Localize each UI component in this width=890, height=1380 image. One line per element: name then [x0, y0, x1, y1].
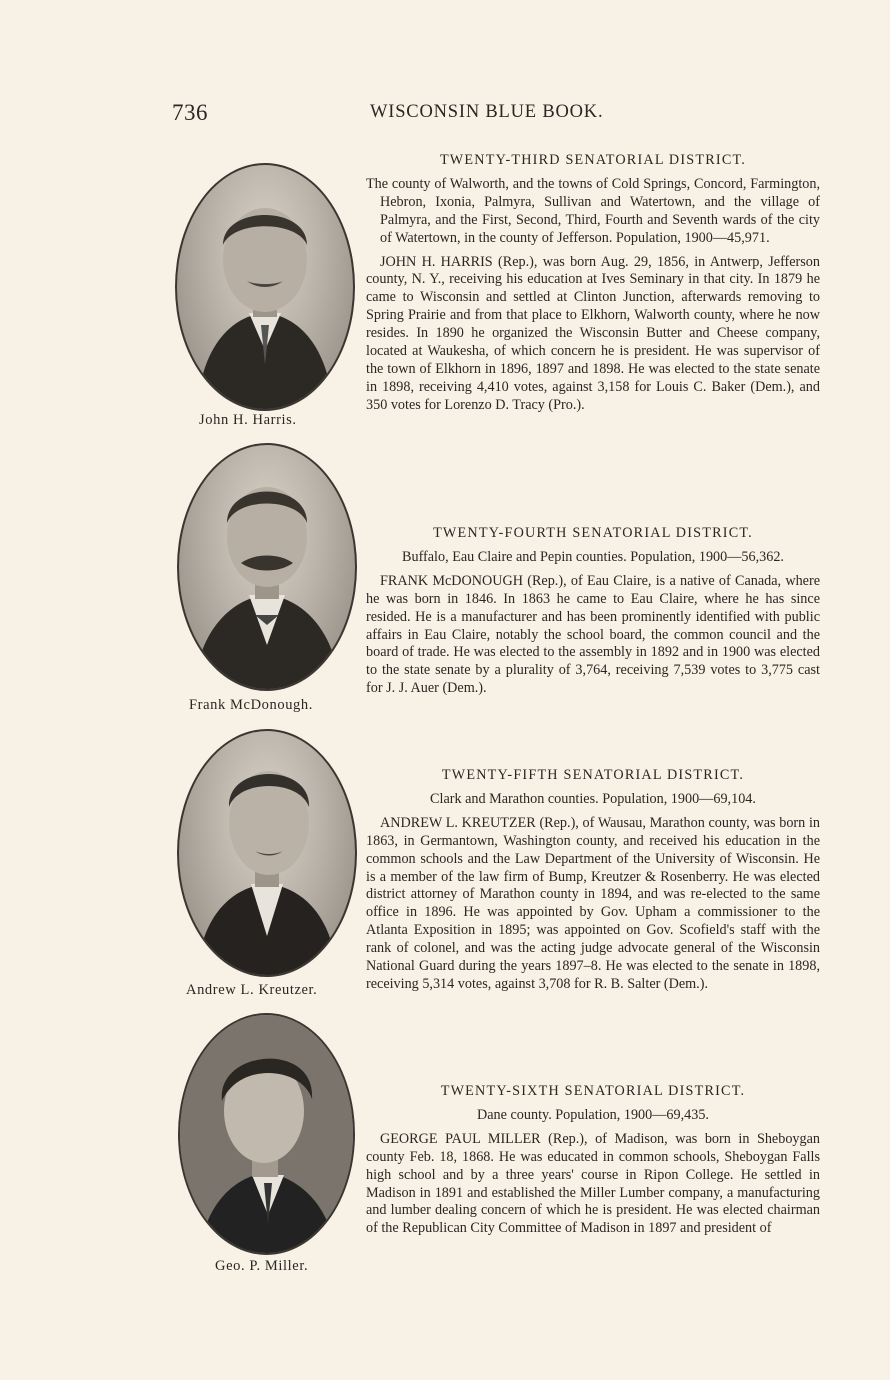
district-description: Dane county. Population, 1900—69,435.: [477, 1106, 709, 1123]
portrait-caption: Andrew L. Kreutzer.: [186, 982, 318, 998]
section-twenty-sixth: [366, 1083, 820, 1244]
portrait-photo: [180, 1015, 353, 1253]
portrait-photo: [179, 445, 355, 689]
district-description: Buffalo, Eau Claire and Pepin counties. Population, 1900—56,362.: [402, 548, 784, 565]
biography: ANDREW L. KREUTZER (Rep.), of Wausau, Marathon county, was born in 1863, in Germantown, Washington county, and received his education in the common schools and the Law Department of the University of Wisconsin. He is a member of the law firm of Bump, Kreutzer & Rosenberry. He was elected district attorney of Marathon county in 1894, and was re-elected to the same office in 1896. He was appointed by Gov. Upham a commissioner to the Atlanta Exposition in 1895; was appointed on Gov. Scofield's staff with the rank of colonel, and was the acting judge advocate general of the Wisconsin National Guard during the years 1897–8. He was elected to the senate in 1898, receiving 5,314 votes, against 3,708 for R. B. Salter (Dem.).: [366, 814, 820, 992]
section-twenty-fourth: [366, 525, 820, 704]
section-heading: TWENTY-FOURTH SENATORIAL DISTRICT.: [433, 525, 753, 541]
portrait-photo: [177, 165, 353, 409]
portrait-andrew-l-kreutzer: [177, 729, 357, 977]
running-title: WISCONSIN BLUE BOOK.: [370, 102, 604, 122]
biography: FRANK McDONOUGH (Rep.), of Eau Claire, is a native of Canada, where he was born in 1846. In 1863 he came to Eau Claire, where he has since resided. He is a manufacturer and has been prominently identified with public affairs in Eau Claire, notably the school board, the common council and the board of trade. He was elected to the assembly in 1892 and in 1900 was elected to the state senate by a plurality of 3,764, receiving 7,539 votes to 3,775 cast for J. J. Auer (Dem.).: [366, 572, 820, 697]
biography: GEORGE PAUL MILLER (Rep.), of Madison, was born in Sheboygan county Feb. 18, 1868. He was educated in common schools, Sheboygan Falls high school and by a three years' course in Ripon College. He settled in Madison in 1891 and established the Miller Lumber company, a manufacturing and lumber dealing concern of which he is president. He was elected chairman of the Republican City Committee of Madison in 1897 and president of: [366, 1130, 820, 1237]
district-description: The county of Walworth, and the towns of Cold Springs, Concord, Farmington, Hebron, Ixonia, Palmyra, Sullivan and Watertown, and the village of Palmyra, and the First, Second, Third, Fourth and Seventh wards of the city of Watertown, in the county of Jefferson. Population, 1900—45,971.: [366, 175, 820, 246]
portrait-photo: [179, 731, 355, 975]
biography: JOHN H. HARRIS (Rep.), was born Aug. 29, 1856, in Antwerp, Jefferson county, N. Y., receiving his education at Ives Seminary in that city. In 1879 he came to Wisconsin and settled at Clinton Junction, afterwards removing to Spring Prairie and from that place to Elkhorn, Walworth county, where he now resides. In 1890 he organized the Wisconsin Butter and Cheese company, located at Waukesha, of which concern he is president. He was supervisor of the town of Elkhorn in 1896, 1897 and 1898. He was elected to the state senate in 1898, receiving 4,410 votes, against 3,158 for Louis C. Baker (Dem.), and 350 votes for Lorenzo D. Tracy (Pro.).: [366, 253, 820, 413]
portrait-caption: Geo. P. Miller.: [215, 1258, 309, 1274]
portrait-caption: Frank McDonough.: [189, 697, 313, 713]
portrait-frank-mcdonough: [177, 443, 357, 691]
page-number: 736: [172, 100, 208, 125]
section-heading: TWENTY-THIRD SENATORIAL DISTRICT.: [439, 152, 747, 168]
portrait-john-h-harris: [175, 163, 355, 411]
district-description: Clark and Marathon counties. Population, 1900—69,104.: [430, 790, 756, 807]
section-twenty-fifth: [366, 767, 820, 1000]
portrait-caption: John H. Harris.: [199, 412, 297, 428]
section-twenty-third: [366, 152, 820, 421]
portrait-geo-p-miller: [178, 1013, 355, 1255]
section-heading: TWENTY-FIFTH SENATORIAL DISTRICT.: [441, 767, 745, 783]
section-heading: TWENTY-SIXTH SENATORIAL DISTRICT.: [440, 1083, 746, 1099]
